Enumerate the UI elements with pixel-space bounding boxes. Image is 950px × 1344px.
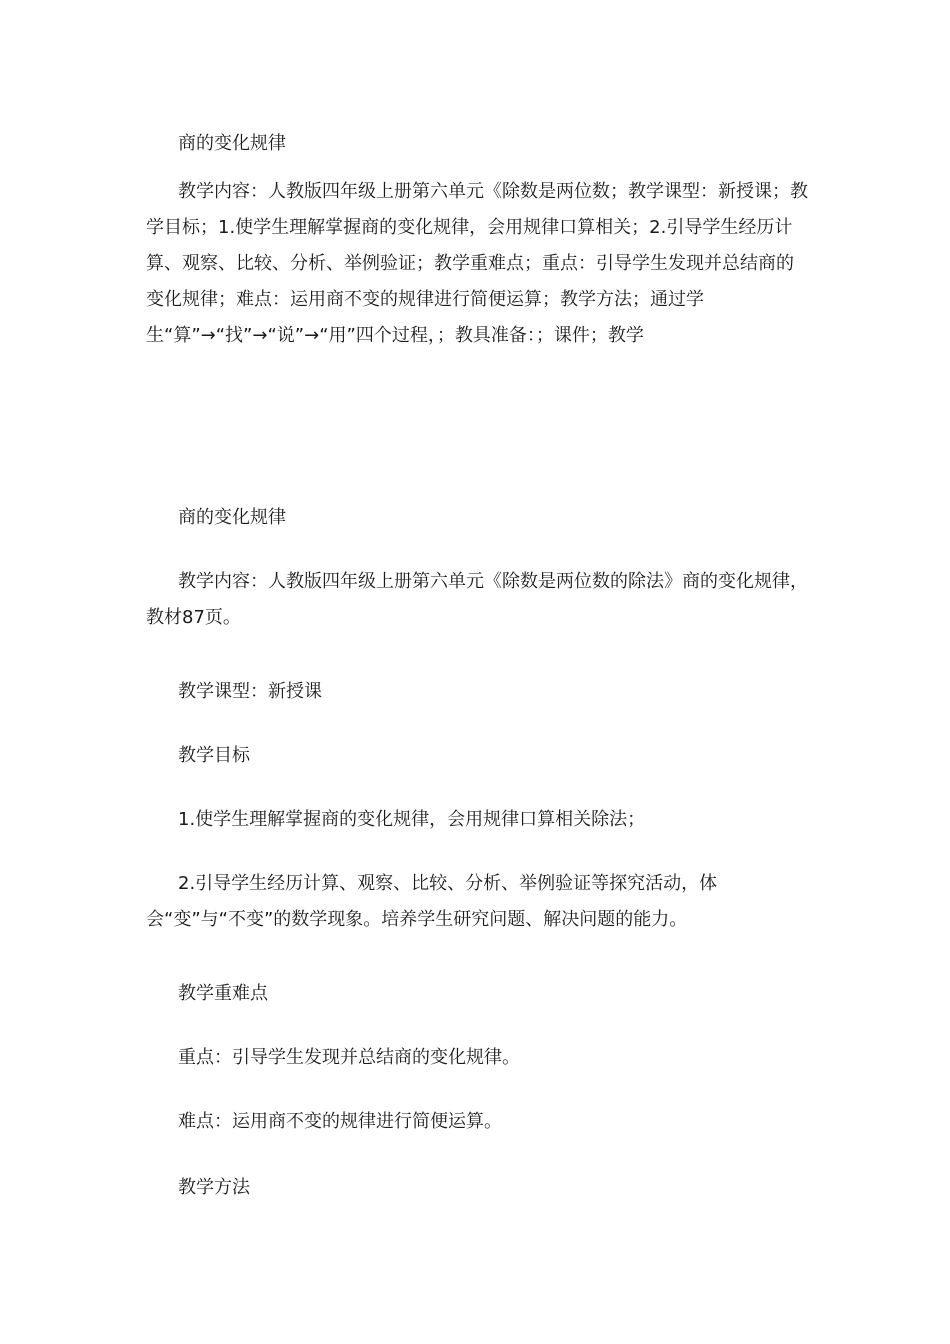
teaching-content: 教学内容：人教版四年级上册第六单元《除数是两位数的除法》商的变化规律，教材87页。 — [146, 571, 808, 628]
section-title: 商的变化规律 — [178, 507, 286, 528]
key-points-heading: 教学重难点 — [178, 983, 268, 1004]
objective-2: 2.引导学生经历计算、观察、比较、分析、举例验证等探究活动，体会“变”与“不变”的数学现象。培养学生研究问题、解决问题的能力。 — [146, 873, 718, 930]
summary-title: 商的变化规律 — [178, 133, 286, 154]
summary-text: 教学内容：人教版四年级上册第六单元《除数是两位数；教学课型：新授课；教学目标；1.使学生理解掌握商的变化规律，会用规律口算相关；2.引导学生经历计算、观察、比较、分析、举例验证；教学重难点；重点：引导学生发现并总结商的变化规律；难点：运用商不变的规律进行简便运算；教学方法；通过学生“算”→“找”→“说”→“用”四个过程，；教具准备：；课件；教学 — [146, 181, 808, 346]
key-point: 重点：引导学生发现并总结商的变化规律。 — [178, 1047, 520, 1068]
difficulty: 难点：运用商不变的规律进行简便运算。 — [178, 1111, 502, 1132]
methods-heading: 教学方法 — [178, 1177, 250, 1198]
objectives-heading: 教学目标 — [178, 745, 250, 766]
objective-1: 1.使学生理解掌握商的变化规律，会用规律口算相关除法； — [178, 809, 646, 830]
lesson-type: 教学课型：新授课 — [178, 681, 322, 702]
